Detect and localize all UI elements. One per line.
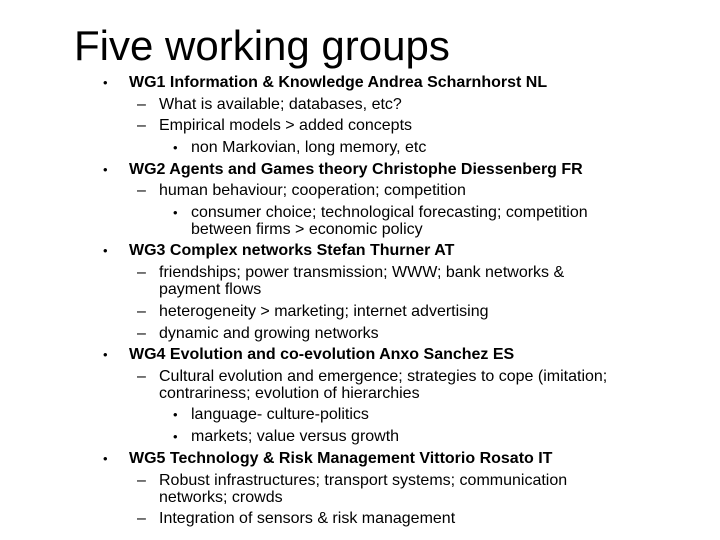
list-item: Integration of sensors & risk management	[159, 510, 456, 527]
bullet-icon: •	[173, 140, 178, 155]
sub-item-continuation: between firms > economic policy	[191, 221, 423, 238]
bullet-icon: •	[173, 205, 178, 220]
list-item: heterogeneity > marketing; internet advertising	[159, 303, 489, 320]
sub-item: markets; value versus growth	[191, 428, 400, 445]
list-item: human behaviour; cooperation; competition	[159, 182, 466, 199]
dash-icon: –	[137, 472, 146, 489]
slide-title: Five working groups	[74, 22, 450, 69]
list-item: What is available; databases, etc?	[159, 96, 402, 113]
dash-icon: –	[137, 96, 146, 113]
list-item-continuation: payment flows	[159, 281, 262, 298]
dash-icon: –	[137, 264, 146, 281]
group-heading-wg4: WG4 Evolution and co-evolution Anxo Sanchez ES	[129, 346, 515, 363]
list-item-continuation: networks; crowds	[159, 489, 283, 506]
list-item: friendships; power transmission; WWW; bank networks &	[159, 264, 565, 281]
list-item: Robust infrastructures; transport systems; communication	[159, 472, 568, 489]
dash-icon: –	[137, 303, 146, 320]
bullet-icon: •	[103, 451, 108, 466]
dash-icon: –	[137, 182, 146, 199]
list-item-continuation: contrariness; evolution of hierarchies	[159, 385, 420, 402]
list-item: Empirical models > added concepts	[159, 117, 413, 134]
bullet-icon: •	[103, 75, 108, 90]
bullet-icon: •	[173, 407, 178, 422]
sub-item: consumer choice; technological forecasting; competition	[191, 204, 588, 221]
list-item: Cultural evolution and emergence; strategies to cope (imitation;	[159, 368, 608, 385]
list-item: dynamic and growing networks	[159, 325, 379, 342]
dash-icon: –	[137, 510, 146, 527]
group-heading-wg3: WG3 Complex networks Stefan Thurner AT	[129, 242, 455, 259]
group-heading-wg5: WG5 Technology & Risk Management Vittorio Rosato IT	[129, 450, 553, 467]
sub-item: non Markovian, long memory, etc	[191, 139, 427, 156]
dash-icon: –	[137, 368, 146, 385]
sub-item: language- culture-politics	[191, 406, 369, 423]
dash-icon: –	[137, 325, 146, 342]
bullet-icon: •	[103, 243, 108, 258]
group-heading-wg1: WG1 Information & Knowledge Andrea Scharnhorst NL	[129, 74, 548, 91]
bullet-icon: •	[173, 429, 178, 444]
bullet-icon: •	[103, 162, 108, 177]
group-heading-wg2: WG2 Agents and Games theory Christophe Diessenberg FR	[129, 161, 583, 178]
dash-icon: –	[137, 117, 146, 134]
bullet-icon: •	[103, 347, 108, 362]
